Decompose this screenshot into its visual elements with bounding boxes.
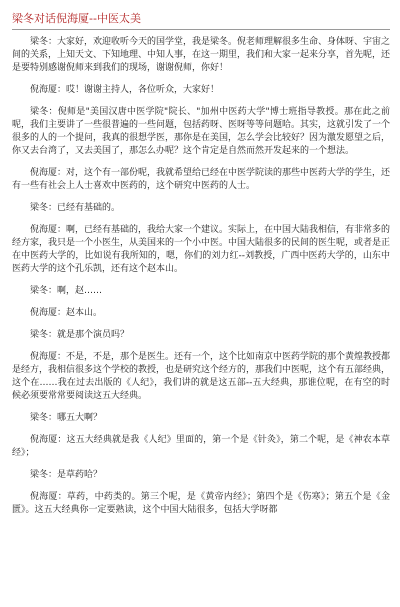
paragraph: 梁冬：哪五大啊？ [30, 413, 103, 423]
paragraph: 梁冬：啊，赵…… [30, 286, 103, 296]
paragraph: 倪海厦：对，这个有一部份呢，我就希望给已经在中医学院读的那些中医药大学的学生，还有一些有社会上人士喜欢中医药的，这个研究中医药的人士。 [12, 168, 391, 191]
paragraph: 倪海厦：赵本山。 [30, 308, 103, 318]
paragraph: 倪海厦：草药，中药类的。第三个呢，是《黄帝内经》；第四个是《伤寒》；第五个是《金匮》。这五大经典你一定要熟读，这个中国大陆很多，包括大学呀都 [12, 492, 390, 515]
article-body [12, 36, 390, 517]
paragraph: 梁冬：已经有基础的。 [30, 203, 121, 213]
paragraph: 梁冬：倪师是"美国汉唐中医学院"院长、"加州中医药大学"博士班指导教授。那在此之前呢，我们主要讲了一些很普遍的一些问题，包括药呀、医呀等等问题哈。其实，这就引发了一个很多的人的一个提问，我真的很想学医，那你是在美国，怎么学会比较好？因为激发愿望之后，你又去台湾了，又去美国了，那怎么办呢？这个肯定是自然而然开发起来的一个想法。 [12, 107, 391, 156]
paragraph: 梁冬：大家好，欢迎收听今天的国学堂，我是梁冬。倪老师理解很多生命、身体呀、宇宙之间的关系，上知天文、下知地理、中知人事，在这一期里，我们和大家一起来分享，首先呢，还是要特别感谢倪师来到我们的现场，谢谢倪师，你好！ [12, 37, 391, 73]
paragraph: 梁冬：是草药哈？ [30, 470, 103, 480]
paragraph: 倪海厦：这五大经典就是我《人纪》里面的，第一个是《针灸》，第二个呢，是《神农本草经》； [12, 435, 390, 458]
paragraph: 倪海厦：啊，已经有基础的，我给大家一个建议。实际上，在中国大陆我相信，有非常多的经方家，我只是一个小医生，从美国来的一个小中医。中国大陆很多的民间的医生呢，或者是正在中医药大学的，比如说有我所知的，嗯，你们的刘力红--刘教授，广西中医药大学的，山东中医药大学的这个孔乐凯，还有这个赵本山。 [12, 225, 391, 274]
paragraph: 倪海厦：不是，不是，那个是医生。还有一个，这个比如南京中医药学院的那个黄煌教授都是经方，我相信很多这个学校的教授，也是研究这个经方的，那我们中医呢，这个有五部经典，这个在……我在过去出版的《人纪》，我们讲的就是这五部--五大经典，那谁位呢，在有空的时候必须要常常要阅读这五大经典。 [12, 352, 391, 401]
paragraph: 倪海厦：哎！谢谢主持人，各位听众，大家好！ [30, 85, 220, 95]
paragraph: 梁冬：就是那个演员吗？ [30, 330, 130, 340]
title-divider [12, 29, 390, 30]
article-title: 梁冬对话倪海厦--中医太美 [12, 12, 141, 25]
